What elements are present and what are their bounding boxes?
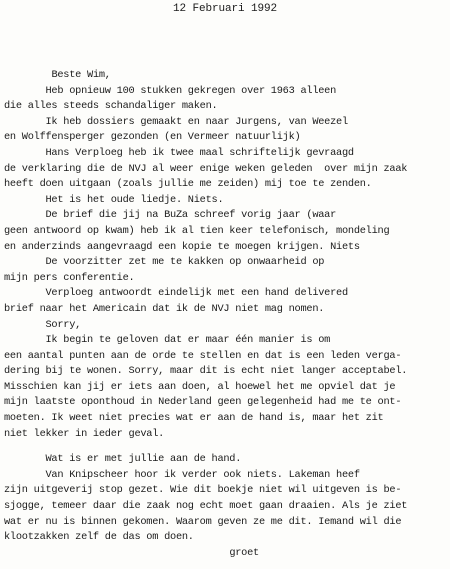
body-line: Verploeg antwoordt eindelijk met een hand delivered [4, 287, 348, 300]
body-line: Het is het oude liedje. Niets. [4, 193, 224, 206]
body-line: Ik heb dossiers gemaakt en naar Jurgens, van Weezel [4, 115, 348, 128]
closing-line: Van Knipscheer hoor ik verder ook niets. Lakeman heef [4, 468, 360, 481]
body-line: en Wolffensperger gezonden (en Vermeer natuurlijk) [4, 131, 301, 144]
body-line: heeft doen uitgaan (zoals jullie me zeiden) mij toe te zenden. [4, 178, 372, 191]
body-line: Heb opnieuw 100 stukken gekregen over 1963 alleen [4, 84, 337, 97]
signoff: groet [229, 546, 259, 559]
closing-line: klootzakken zelf de das om doen. [4, 531, 194, 544]
closing-line: zijn uitgeverij stop gezet. Wie dit boekje niet wil uitgeven is be- [4, 484, 402, 497]
body-line: brief naar het Americain dat ik de NVJ niet mag nomen. [4, 302, 325, 315]
body-line: dering bij te wonen. Sorry, maar dit is echt niet langer acceptabel. [4, 365, 408, 378]
closing-line: sjogge, temeer daar die zaak nog echt moet gaan draaien. Als je ziet [4, 500, 408, 513]
letter-date: 12 Februari 1992 [172, 3, 278, 15]
body-line: mijn laatste oponthoud in Nederland geen gelegenheid had me te ont- [4, 396, 402, 409]
body-line: niet lekker in ieder geval. [4, 427, 165, 440]
body-line: een aantal punten aan de orde te stellen en dat is een leden verga- [4, 349, 402, 362]
paragraph-gap [4, 442, 448, 452]
body-line: en anderzinds aangevraagd een kopie te moegen krijgen. Niets [4, 240, 360, 253]
body-line: mijn pers conferentie. [4, 271, 135, 284]
body-line: Sorry, [4, 318, 82, 331]
body-line: geen antwoord op kwam) heb ik al tien keer telefonisch, mondeling [4, 224, 390, 237]
body-line: De brief die jij na BuZa schreef vorig jaar (waar [4, 209, 337, 222]
closing-line: Wat is er met jullie aan de hand. [4, 453, 242, 466]
greeting: Beste Wim, [51, 69, 111, 81]
body-line: De voorzitter zet me te kakken op onwaarheid op [4, 256, 325, 269]
body-line: Misschien kan jij er iets aan doen, al hoewel het me opviel dat je [4, 380, 396, 393]
body-line: de verklaring die de NVJ al weer enige weken geleden over mijn zaak [4, 162, 408, 175]
letter-body [4, 68, 448, 561]
body-line: moeten. Ik weet niet precies wat er aan de hand is, maar het zit [4, 412, 384, 425]
body-line: Hans Verploeg heb ik twee maal schriftelijk gevraagd [4, 146, 354, 159]
closing-line: wat er nu is binnen gekomen. Waarom geven ze me dit. Iemand wil die [4, 515, 402, 528]
body-line: die alles steeds schandaliger maken. [4, 100, 218, 113]
body-line: Ik begin te geloven dat er maar één manier is om [4, 334, 331, 347]
